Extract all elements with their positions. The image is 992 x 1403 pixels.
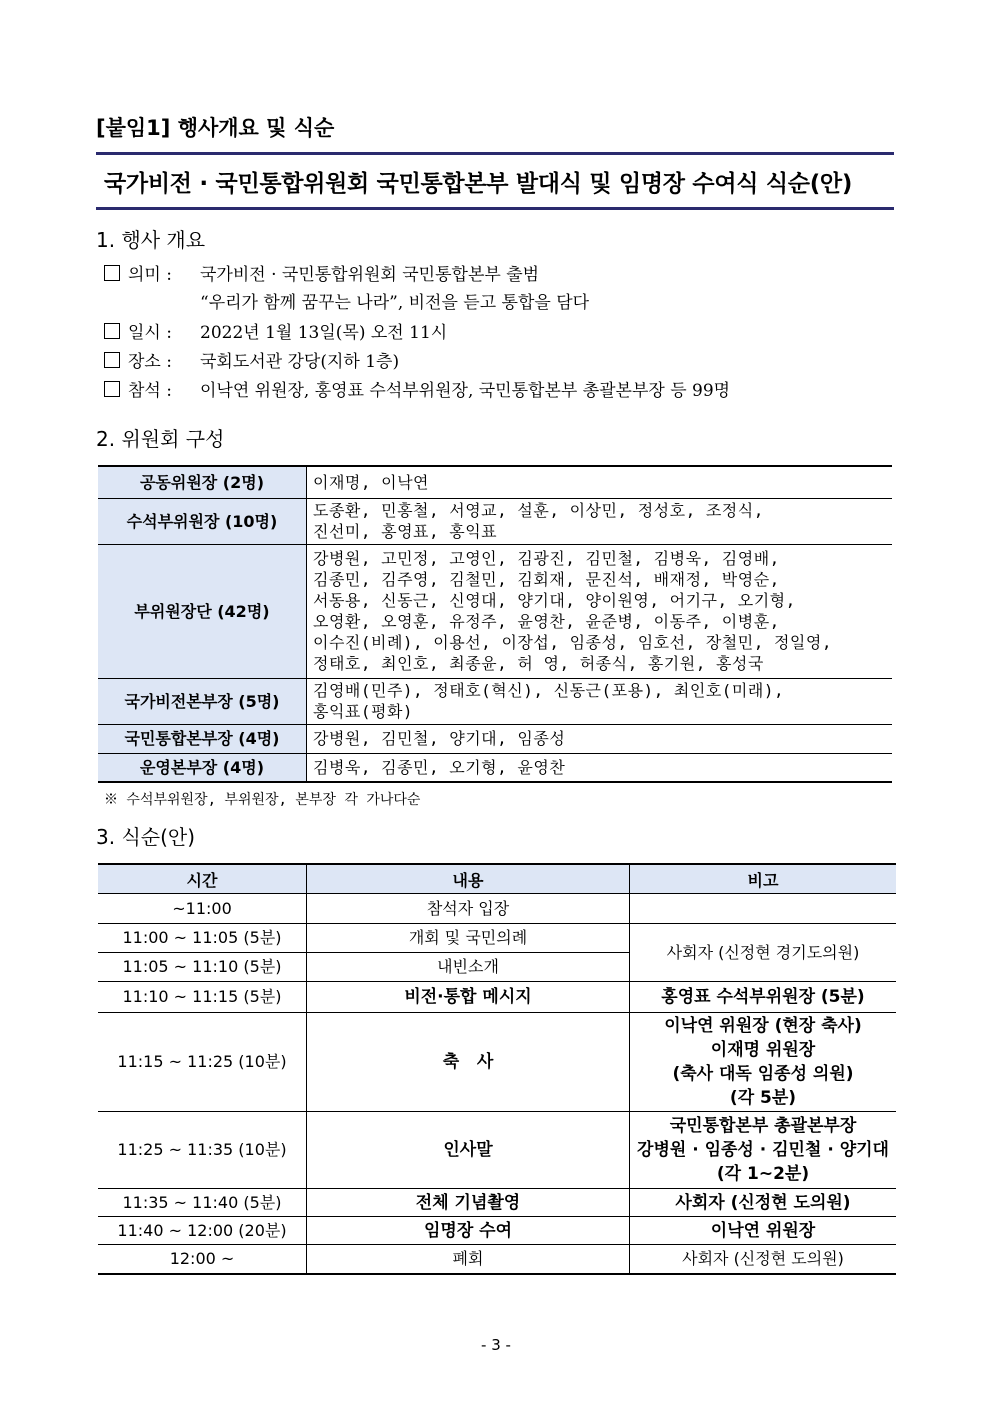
overview-place-text: 국회도서관 강당(지하 1층) xyxy=(200,352,400,372)
section1-heading: 1. 행사 개요 xyxy=(96,228,206,252)
schedule-time: 11:40 ~ 12:00 (20분) xyxy=(98,1217,307,1245)
schedule-time: 11:25 ~ 11:35 (10분) xyxy=(98,1112,307,1189)
committee-members: 도종환, 민홍철, 서영교, 설훈, 이상민, 정성호, 조정식, 진선미, 홍영표, 홍익표 xyxy=(307,498,893,544)
schedule-note: 사회자 (신정현 도의원) xyxy=(630,1189,897,1217)
checkbox-square-icon xyxy=(104,265,120,281)
committee-members: 김병욱, 김종민, 오기형, 윤영찬 xyxy=(307,753,893,782)
schedule-content: 전체 기념촬영 xyxy=(307,1189,630,1217)
committee-role: 국민통합본부장 (4명) xyxy=(98,724,307,753)
document-title-box xyxy=(96,152,894,210)
checkbox-square-icon xyxy=(104,323,120,339)
overview-item-meaning: 의미 : xyxy=(104,260,172,285)
column-header-note: 비고 xyxy=(630,864,897,894)
schedule-content: 폐회 xyxy=(307,1245,630,1274)
table-row xyxy=(98,753,892,782)
committee-role: 수석부위원장 (10명) xyxy=(98,498,307,544)
column-header-time: 시간 xyxy=(98,864,307,894)
overview-item-date: 일시 : xyxy=(104,318,172,343)
schedule-time: 11:00 ~ 11:05 (5분) xyxy=(98,924,307,953)
schedule-time: 11:10 ~ 11:15 (5분) xyxy=(98,982,307,1013)
committee-table xyxy=(98,465,892,783)
schedule-note: 이낙연 위원장 xyxy=(630,1217,897,1245)
table-row xyxy=(98,678,892,724)
committee-members: 강병원, 고민정, 고영인, 김광진, 김민철, 김병욱, 김영배, 김종민, 김주영, 김철민, 김회재, 문진석, 배재정, 박영순, 서동용, 신동근, 신영대, 양기대, 양이원영, 어기구, 오기형, 오영환, 오영훈, 유정주, 윤영찬, 윤준병, 이동주, 이병훈, 이수진(비례), 이용선, 이장섭, 임종성, 임호선, 장철민, 정일영, 정태호, 최인호, 최종윤, 허 영, 허종식, 홍기원, 홍성국 xyxy=(307,544,893,678)
section2-heading: 2. 위원회 구성 xyxy=(96,427,225,451)
committee-note: ※ 수석부위원장, 부위원장, 본부장 각 가나다순 xyxy=(104,792,421,808)
committee-role: 국가비전본부장 (5명) xyxy=(98,678,307,724)
attachment-title: [붙임1] 행사개요 및 식순 xyxy=(96,116,335,140)
table-row xyxy=(98,924,896,953)
schedule-content: 인사말 xyxy=(307,1112,630,1189)
table-row xyxy=(98,466,892,498)
schedule-table xyxy=(98,863,896,1275)
schedule-note: 국민통합본부 총괄본부장 강병원 · 임종성 · 김민철 · 양기대 (각 1~2분) xyxy=(630,1112,897,1189)
committee-members: 이재명, 이낙연 xyxy=(307,466,893,498)
table-row xyxy=(98,724,892,753)
schedule-content: 비전·통합 메시지 xyxy=(307,982,630,1013)
schedule-content: 임명장 수여 xyxy=(307,1217,630,1245)
schedule-time: 12:00 ~ xyxy=(98,1245,307,1274)
table-row xyxy=(98,1217,896,1245)
document-title: 국가비전 · 국민통합위원회 국민통합본부 발대식 및 임명장 수여식 식순(안) xyxy=(104,170,853,197)
schedule-content: 참석자 입장 xyxy=(307,894,630,924)
committee-members: 강병원, 김민철, 양기대, 임종성 xyxy=(307,724,893,753)
table-row xyxy=(98,1189,896,1217)
committee-members: 김영배(민주), 정태호(혁신), 신동근(포용), 최인호(미래), 홍익표(평화) xyxy=(307,678,893,724)
checkbox-square-icon xyxy=(104,381,120,397)
schedule-note: 사회자 (신정현 도의원) xyxy=(630,1245,897,1274)
overview-date-text: 2022년 1월 13일(목) 오전 11시 xyxy=(200,323,448,343)
schedule-note xyxy=(630,894,897,924)
schedule-time: 11:15 ~ 11:25 (10분) xyxy=(98,1013,307,1112)
committee-role: 운영본부장 (4명) xyxy=(98,753,307,782)
overview-meaning-slogan: “우리가 함께 꿈꾸는 나라”, 비전을 듣고 통합을 담다 xyxy=(200,293,590,313)
schedule-note: 이낙연 위원장 (현장 축사) 이재명 위원장 (축사 대독 임종성 의원) (각 5분) xyxy=(630,1013,897,1112)
checkbox-square-icon xyxy=(104,352,120,368)
schedule-time: 11:05 ~ 11:10 (5분) xyxy=(98,953,307,982)
table-header-row xyxy=(98,864,896,894)
overview-item-place: 장소 : xyxy=(104,347,172,372)
overview-item-attendees: 참석 : xyxy=(104,376,172,401)
overview-meaning-text: 국가비전 · 국민통합위원회 국민통합본부 출범 xyxy=(200,265,540,285)
committee-role: 부위원장단 (42명) xyxy=(98,544,307,678)
page-number: - 3 - xyxy=(481,1336,511,1354)
committee-role: 공동위원장 (2명) xyxy=(98,466,307,498)
table-row xyxy=(98,1245,896,1274)
schedule-time: 11:35 ~ 11:40 (5분) xyxy=(98,1189,307,1217)
schedule-note: 사회자 (신정현 경기도의원) xyxy=(630,924,897,982)
table-row xyxy=(98,982,896,1013)
table-row xyxy=(98,894,896,924)
table-row xyxy=(98,1013,896,1112)
table-row xyxy=(98,498,892,544)
schedule-time: ~11:00 xyxy=(98,894,307,924)
schedule-note: 홍영표 수석부위원장 (5분) xyxy=(630,982,897,1013)
table-row xyxy=(98,544,892,678)
schedule-content: 내빈소개 xyxy=(307,953,630,982)
schedule-content: 개회 및 국민의례 xyxy=(307,924,630,953)
section3-heading: 3. 식순(안) xyxy=(96,825,196,849)
overview-attendees-text: 이낙연 위원장, 홍영표 수석부위원장, 국민통합본부 총괄본부장 등 99명 xyxy=(200,381,731,401)
schedule-content: 축 사 xyxy=(307,1013,630,1112)
table-row xyxy=(98,1112,896,1189)
column-header-content: 내용 xyxy=(307,864,630,894)
